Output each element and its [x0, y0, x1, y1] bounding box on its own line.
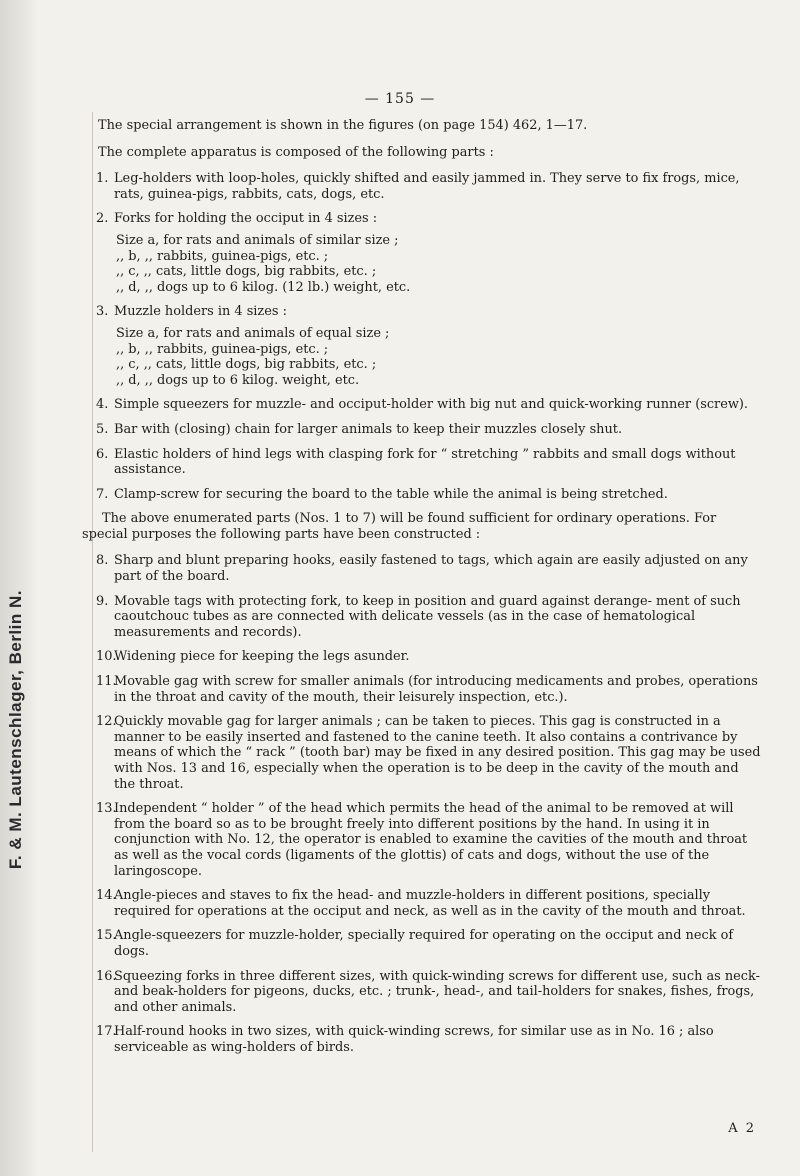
item-text: Half-round hooks in two sizes, with quick-winding screws, for similar use as in No. 16 ; also serviceable as wing-holders of birds.: [114, 1024, 714, 1055]
list-item-1: [98, 171, 762, 202]
list-item-10: [98, 649, 762, 665]
item-number: 7.: [96, 486, 109, 502]
item-text: Bar with (closing) chain for larger animals to keep their muzzles closely shut.: [114, 421, 623, 437]
list-item-14: [98, 888, 762, 919]
item-number: 6.: [96, 446, 109, 462]
list-item-15: [98, 928, 762, 959]
item-text: Elastic holders of hind legs with clasping fork for “ stretching ” rabbits and small dogs without assistance.: [114, 446, 736, 478]
item-text: Forks for holding the occiput in 4 sizes :: [114, 211, 378, 227]
size-line: ,, c, ,, cats, little dogs, big rabbits, etc. ;: [116, 264, 377, 280]
size-line: ,, c, ,, cats, little dogs, big rabbits, etc. ;: [116, 357, 377, 373]
page-number: — 155 —: [364, 91, 436, 107]
list-item-2: [98, 211, 762, 295]
item-text: Movable gag with screw for smaller animals (for introducing medicaments and probes, operations in the throat and cavity of the mouth, their leisurely inspection, etc.).: [114, 674, 758, 705]
item-text: Widening piece for keeping the legs asunder.: [114, 649, 410, 665]
item-text: Independent “ holder ” of the head which permits the head of the animal to be removed at will from the board so as to be brought freely into different positions by the hand. In using it in conjunction with No. 12, the operator is enabled to examine the cavities of the mouth and throat as well as the vocal cords (ligaments of the glottis) of cats and dogs, without the use of the laringoscope.: [114, 801, 748, 879]
item-text: Squeezing forks in three different sizes, with quick-winding screws for different use, such as neck- and beak-holders for pigeons, ducks, etc. ; trunk-, head-, and tail-holders for snakes, fishes, frogs, and other animals.: [114, 968, 760, 1015]
list-item-12: [98, 714, 762, 792]
item-number: 2.: [96, 211, 109, 227]
middle-paragraph: The above enumerated parts (Nos. 1 to 7) will be found sufficient for ordinary operations. For special purposes the following parts have been constructed :: [82, 511, 717, 542]
item-text: Simple squeezers for muzzle- and occiput-holder with big nut and quick-working runner (screw).: [114, 397, 749, 413]
size-line: Size a, for rats and animals of similar size ;: [116, 232, 399, 248]
margin-rule: [92, 112, 93, 1152]
page-body: [82, 118, 762, 1065]
list-item-13: [98, 801, 762, 879]
signature-mark: A 2: [728, 1121, 756, 1136]
item-number: 5.: [96, 421, 109, 437]
list-item-11: [98, 674, 762, 705]
list-item-8: [98, 553, 762, 584]
item-number: 10.: [96, 649, 117, 665]
list-item-16: [98, 969, 762, 1016]
list-item-4: [98, 397, 762, 413]
muzzle-size-list: [114, 326, 762, 388]
page-edge-shadow: [0, 0, 38, 1176]
list-item-5: [98, 422, 762, 438]
item-number: 11.: [96, 674, 117, 690]
list-item-7: [98, 487, 762, 503]
item-text: Angle-pieces and staves to fix the head- and muzzle-holders in different positions, specially required for operations at the occiput and neck, as well as in the cavity of the mouth and throat.: [114, 888, 746, 919]
intro-line-2: The complete apparatus is composed of the following parts :: [98, 144, 494, 160]
list-item-6: [98, 447, 762, 478]
item-number: 13.: [96, 801, 117, 817]
list-item-3: [98, 304, 762, 388]
item-number: 9.: [96, 593, 109, 609]
forks-size-list: [114, 233, 762, 295]
size-line: ,, b, ,, rabbits, guinea-pigs, etc. ;: [116, 341, 329, 357]
item-number: 15.: [96, 928, 117, 944]
size-line: Size a, for rats and animals of equal size ;: [116, 325, 390, 341]
item-number: 14.: [96, 888, 117, 904]
size-line: ,, d, ,, dogs up to 6 kilog. weight, etc.: [116, 372, 360, 388]
size-line: ,, d, ,, dogs up to 6 kilog. (12 lb.) weight, etc.: [116, 279, 411, 295]
intro-line-1: The special arrangement is shown in the figures (on page 154) 462, 1—17.: [98, 118, 588, 133]
item-number: 8.: [96, 553, 109, 569]
item-text: Movable tags with protecting fork, to keep in position and guard against derange- ment of such caoutchouc tubes as are connected with delicate vessels (as in the case of hematological measurements and records).: [114, 593, 741, 640]
item-text: Clamp-screw for securing the board to the table while the animal is being stretched.: [114, 486, 668, 502]
item-number: 1.: [96, 171, 109, 187]
publisher-imprint: F. & M. Lautenschlager, Berlin N.: [6, 590, 25, 870]
item-number: 12.: [96, 714, 117, 730]
item-number: 3.: [96, 304, 109, 320]
item-number: 17.: [96, 1024, 117, 1040]
item-number: 16.: [96, 968, 117, 984]
item-text: Quickly movable gag for larger animals ; can be taken to pieces. This gag is constructed in a manner to be easily inserted and fastened to the canine teeth. It also contains a contrivance by means of which the “ rack ” (tooth bar) may be fixed in any desired position. This gag may be used with Nos. 13 and 16, especially when the operation is to be deep in the cavity of the mouth and the throat.: [114, 714, 761, 792]
item-text: Angle-squeezers for muzzle-holder, specially required for operating on the occiput and neck of dogs.: [114, 928, 734, 959]
item-text: Leg-holders with loop-holes, quickly shifted and easily jammed in. They serve to fix frogs, mice, rats, guinea-pigs, rabbits, cats, dogs, etc.: [114, 171, 740, 202]
item-text: Sharp and blunt preparing hooks, easily fastened to tags, which again are easily adjusted on any part of the board.: [114, 553, 748, 585]
item-number: 4.: [96, 397, 109, 413]
size-line: ,, b, ,, rabbits, guinea-pigs, etc. ;: [116, 248, 329, 264]
list-item-17: [98, 1024, 762, 1055]
item-text: Muzzle holders in 4 sizes :: [114, 304, 287, 320]
list-item-9: [98, 594, 762, 641]
